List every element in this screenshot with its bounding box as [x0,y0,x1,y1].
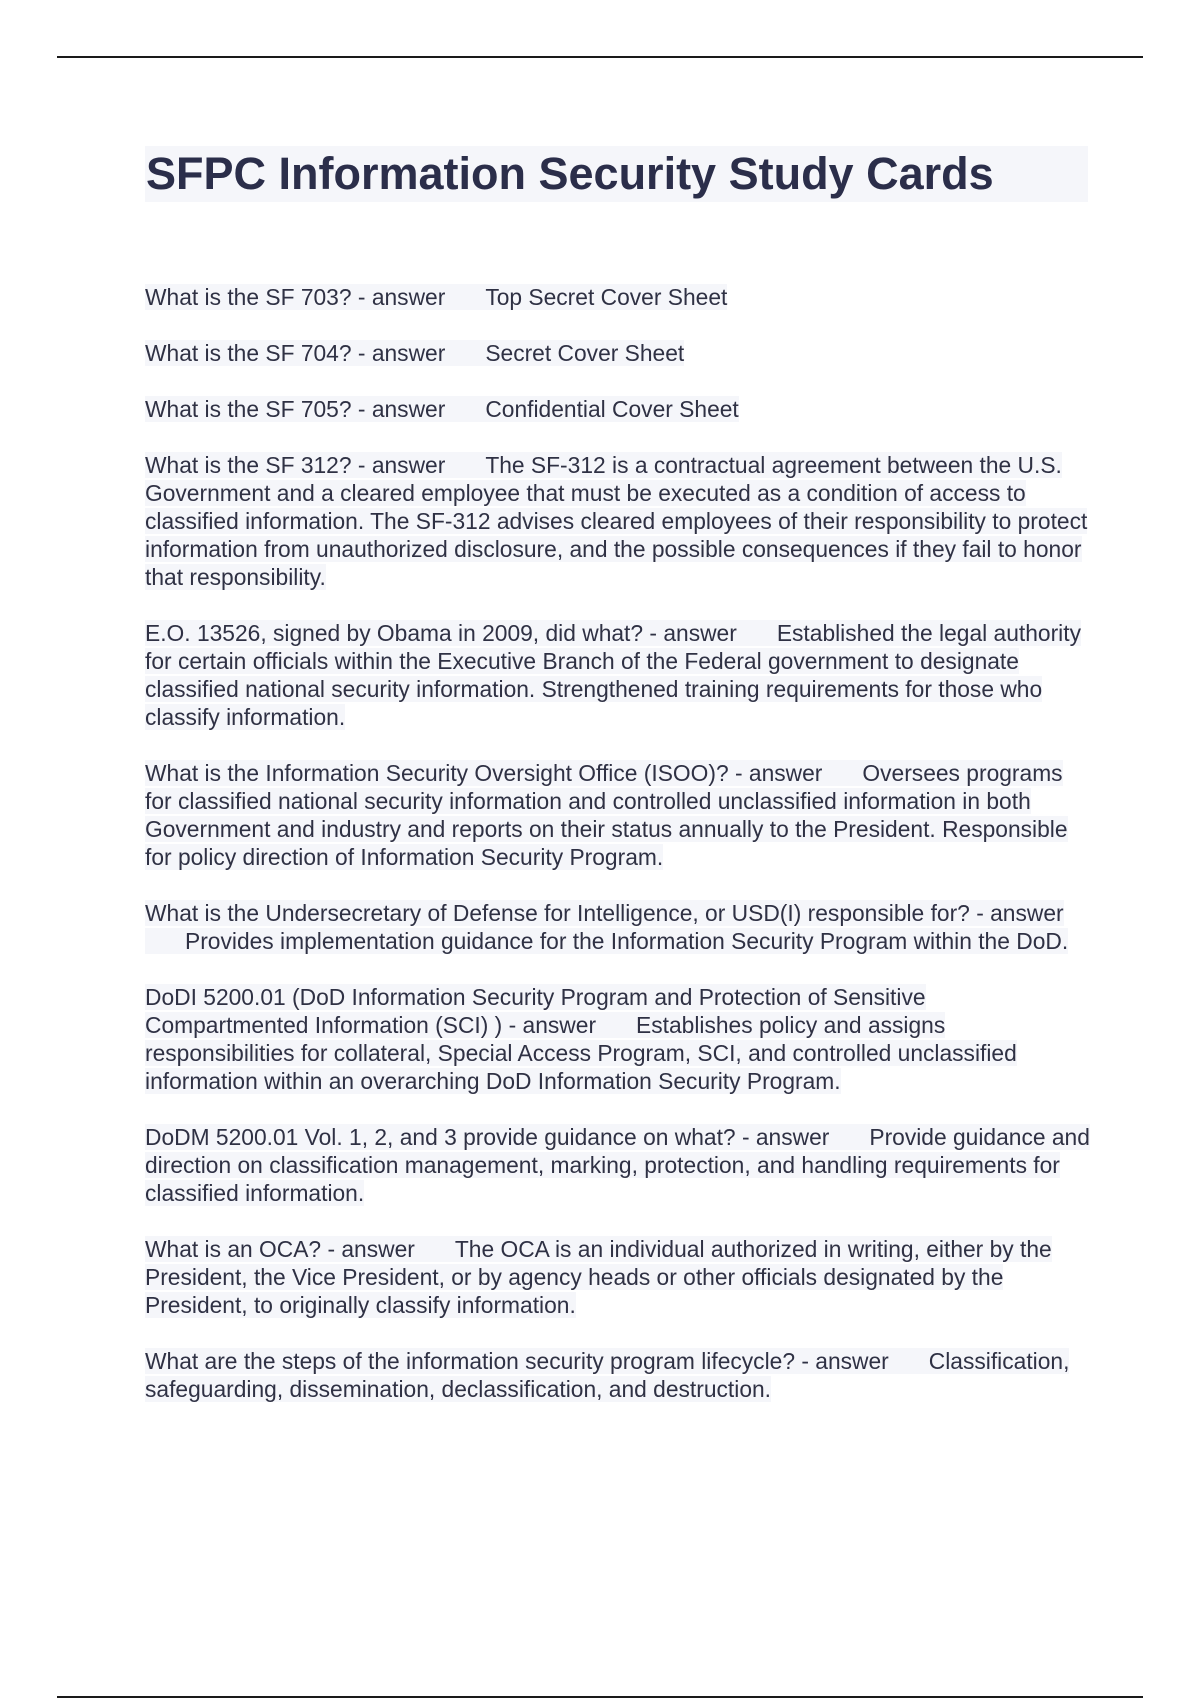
study-card-isoo [145,759,1090,871]
study-card-sf312 [145,451,1090,591]
header-rule [57,56,1143,58]
card-answer: Provides implementation guidance for the Information Security Program within the DoD. [185,928,1069,954]
study-card-sf703 [145,283,1090,311]
card-answer: Oversees programs for classified national security information and controlled unclassified information in both Government and industry and reports on their status annually to the President. Responsible for policy direction of Information Security Program. [145,760,1068,870]
card-question: What are the steps of the information security program lifecycle? [145,1348,796,1374]
card-answer: Establishes policy and assigns responsibilities for collateral, Special Access Program, SCI, and controlled unclassified information within an overarching DoD Information Security Program. [145,1012,1017,1094]
card-question: What is the SF 312? [145,452,352,478]
card-question: What is the SF 705? [145,396,352,422]
answer-label: - answer [357,340,446,366]
answer-label: - answer [741,1124,830,1150]
card-answer: Provide guidance and direction on classification management, marking, protection, and handling requirements for classified information. [145,1124,1090,1206]
card-answer: Top Secret Cover Sheet [485,284,728,310]
answer-label: - answer [649,620,737,646]
study-card-eo13526 [145,619,1090,731]
study-card-usdi [145,899,1090,955]
answer-label: - answer [327,1236,415,1262]
page-title: SFPC Information Security Study Cards [145,146,1088,202]
card-question: DoDM 5200.01 Vol. 1, 2, and 3 provide guidance on what? [145,1124,736,1150]
card-question: What is the Information Security Oversight Office (ISOO)? [145,760,729,786]
card-answer: The OCA is an individual authorized in writing, either by the President, the Vice President, or by agency heads or other officials designated by the President, to originally classify information. [145,1236,1052,1318]
answer-label: - answer [508,1012,597,1038]
study-card-sf704 [145,339,1090,367]
footer-rule [57,1696,1143,1698]
card-answer: Confidential Cover Sheet [485,396,739,422]
card-question: DoDI 5200.01 (DoD Information Security Program and Protection of Sensitive Compartmented Information (SCI) ) [145,984,926,1038]
study-card-dodi-5200-01 [145,983,1090,1095]
card-question: What is the SF 703? [145,284,352,310]
answer-label: - answer [734,760,823,786]
card-answer: Secret Cover Sheet [485,340,685,366]
card-answer: The SF-312 is a contractual agreement between the U.S. Government and a cleared employee that must be executed as a condition of access to classified information. The SF-312 advises cleared employees of their responsibility to protect information from unauthorized disclosure, and the possible consequences if they fail to honor that responsibility. [145,452,1088,590]
study-card-dodm-5200-01 [145,1123,1090,1207]
study-card-oca [145,1235,1090,1319]
answer-label: - answer [976,900,1064,926]
study-card-lifecycle [145,1347,1090,1403]
study-card-list [145,283,1090,1431]
card-question: What is the SF 704? [145,340,352,366]
card-answer: Established the legal authority for certain officials within the Executive Branch of the Federal government to designate classified national security information. Strengthened training requirements for those who classify information. [145,620,1081,730]
card-question: E.O. 13526, signed by Obama in 2009, did what? [145,620,644,646]
answer-label: - answer [357,284,446,310]
card-answer: Classification, safeguarding, dissemination, declassification, and destruction. [145,1348,1070,1402]
answer-label: - answer [357,396,446,422]
study-card-sf705 [145,395,1090,423]
card-question: What is the Undersecretary of Defense for Intelligence, or USD(I) responsible for? [145,900,970,926]
answer-label: - answer [357,452,446,478]
answer-label: - answer [801,1348,889,1374]
card-question: What is an OCA? [145,1236,322,1262]
